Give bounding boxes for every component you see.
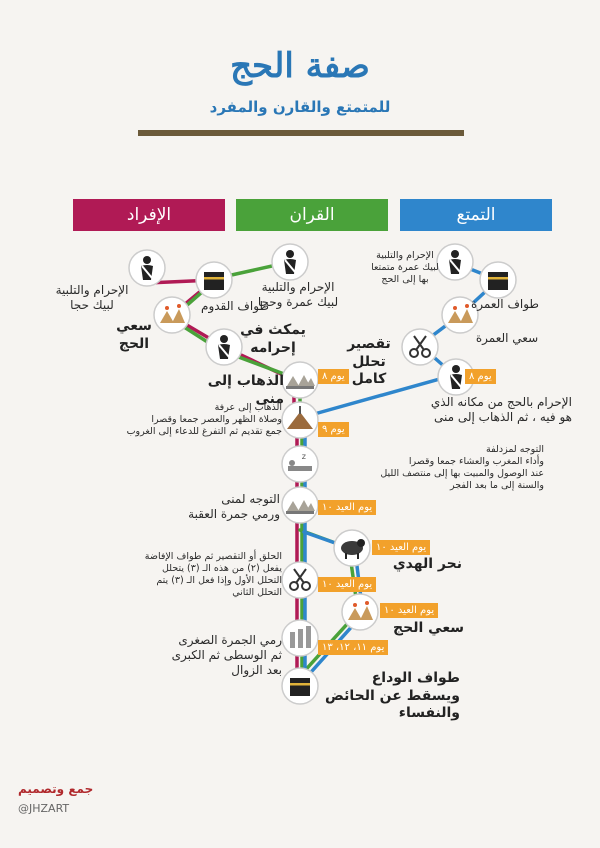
- tents-icon: [282, 487, 318, 523]
- label-muzdalifah: التوجه لمزدلفة وأداء المغرب والعشاء جمعا وقصرا عند الوصول والمبيت بها إلى منتصف الليل والسنة إلى ما بعد الفجر: [380, 444, 544, 491]
- day-tag: يوم ٩: [318, 422, 349, 437]
- label-wada: طواف الوداع ويسقط عن الحائض والنفساء: [325, 670, 460, 721]
- label-tawaf-umrah: طواف العمرة: [471, 297, 539, 311]
- ihram-person-icon: [129, 250, 165, 286]
- page-title: صفة الحج: [230, 46, 370, 86]
- kaaba-icon: [196, 262, 232, 298]
- ihram-person-icon: [206, 329, 242, 365]
- footer-handle: @JHZART: [18, 802, 70, 815]
- header-qiran: القران: [236, 199, 388, 231]
- scissors-icon: [282, 562, 318, 598]
- label-aqabah: التوجه لمنى ورمي جمرة العقبة: [188, 492, 280, 521]
- day-tag: يوم العيد ١٠: [380, 603, 438, 618]
- svg-text:z: z: [301, 452, 306, 461]
- label-stay-ihram: يمكث في إحرامه: [240, 322, 306, 356]
- label-ihram-tamattu: الإحرام والتلبية لبيك عمرة متمتعا بها إلى الحج: [371, 250, 439, 285]
- day-tag: يوم ٨: [318, 369, 349, 384]
- day-tag: يوم العيد ١٠: [318, 500, 376, 515]
- day-tag: يوم العيد ١٠: [318, 577, 376, 592]
- sleep-icon: [282, 446, 318, 482]
- scissors-icon: [402, 329, 438, 365]
- page-subtitle: للمتمتع والقارن والمفرد: [209, 98, 391, 116]
- tents-icon: [282, 362, 318, 398]
- label-ihram-ifrad: الإحرام والتلبية لبيك حجا: [55, 283, 129, 312]
- label-ihram-hajj: الإحرام بالحج من مكانه الذي هو فيه ، ثم الذهاب إلى منى: [430, 395, 572, 424]
- day-tag: يوم العيد ١٠: [372, 540, 430, 555]
- footer-credit: جمع وتصميم: [18, 782, 94, 796]
- sheep-icon: [334, 530, 370, 566]
- arafah-mountain-icon: [282, 402, 318, 438]
- label-mina: الذهاب إلى منى: [207, 373, 284, 407]
- ihram-person-icon: [272, 244, 308, 280]
- label-sai-hajj: سعي الحج: [393, 620, 464, 636]
- label-halq: الحلق أو التقصير ثم طواف الإفاضة يفعل (٢) من هذه الـ (٣) يتحلل التحلل الأول وإذا فعل الـ (٣) يتم التحلل الثاني: [144, 551, 282, 598]
- label-arafah: الذهاب إلى عرفة وصلاة الظهر والعصر جمعا وقصرا جمع تقديم ثم التفرغ للدعاء إلى الغروب: [126, 402, 282, 437]
- label-jamarat: رمي الجمرة الصغرى ثم الوسطى ثم الكبرى بعد الزوال: [171, 633, 282, 677]
- kaaba-icon: [480, 262, 516, 298]
- jamarat-pillars-icon: [282, 620, 318, 656]
- label-taqsir: تقصير تحلل كامل: [347, 336, 391, 387]
- kaaba-icon: [282, 668, 318, 704]
- day-tag: يوم ٨: [465, 369, 496, 384]
- safa-marwa-icon: [342, 594, 378, 630]
- label-ihram-qiran: الإحرام والتلبية لبيك عمرة وحجا: [257, 280, 339, 309]
- day-tag: يوم ١١، ١٢، ١٣: [318, 640, 388, 655]
- header-tamattu: التمتع: [400, 199, 552, 231]
- label-hady: نحر الهدي: [392, 556, 462, 572]
- label-sai-umrah: سعي العمرة: [475, 331, 539, 345]
- header-ifrad: الإفراد: [73, 199, 225, 231]
- label-tawaf-qudum: طواف القدوم: [201, 299, 269, 313]
- label-sai-hajj-ifrad: سعي الحج: [116, 318, 152, 352]
